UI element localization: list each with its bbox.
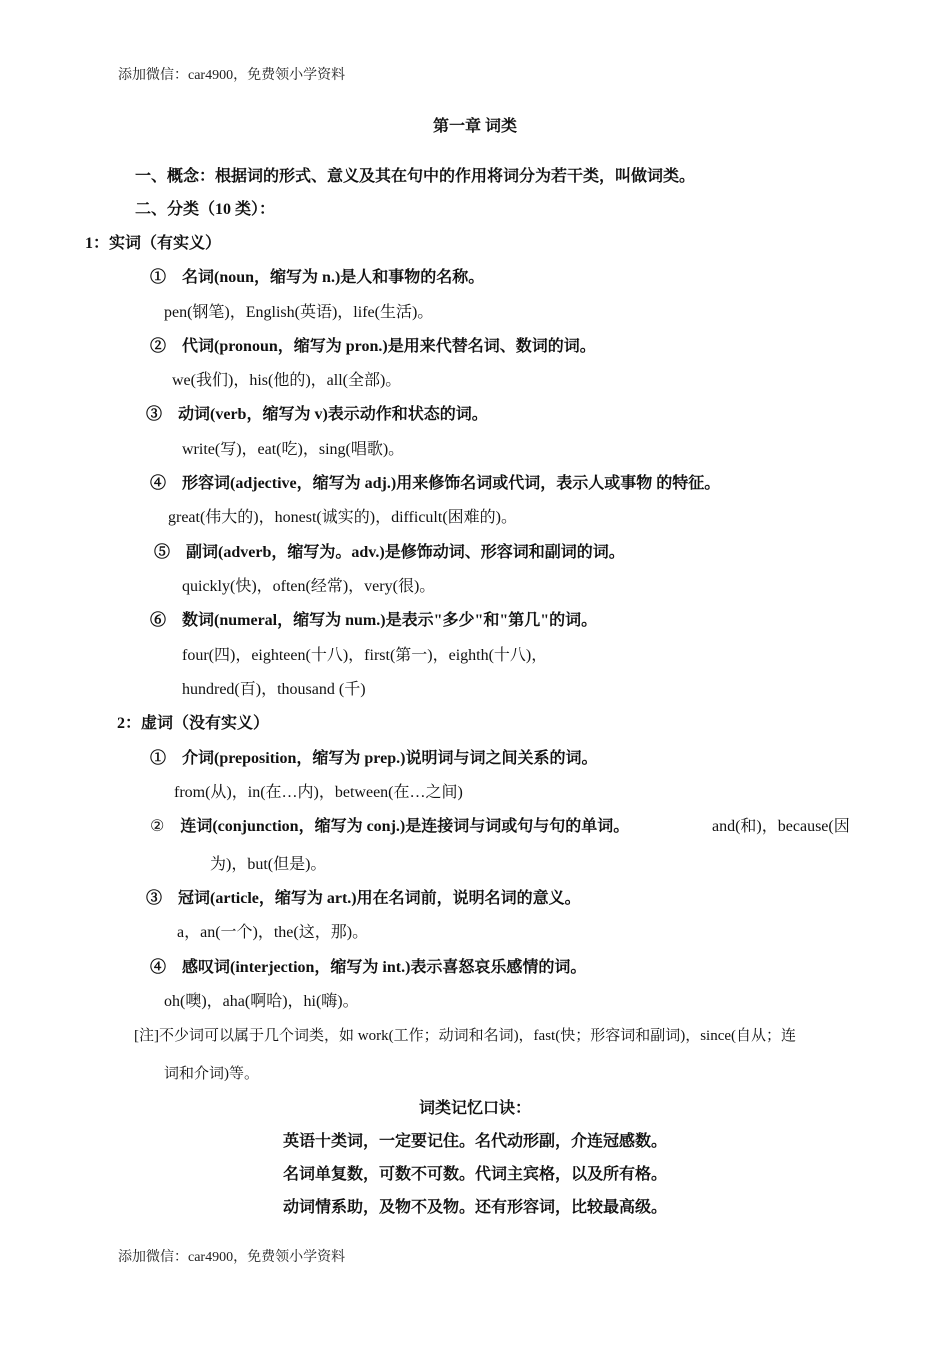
item-number: ④ — [150, 959, 167, 976]
item-inline-example: and(和)，because(因 — [712, 818, 850, 835]
item-number: ⑥ — [150, 612, 167, 629]
function-word-item-article — [146, 889, 581, 909]
item-example: write(写)，eat(吃)，sing(唱歌)。 — [182, 441, 405, 458]
item-number: ② — [150, 818, 165, 835]
item-number: ② — [150, 338, 167, 355]
item-definition: 代词(pronoun，缩写为 pron.)是用来代替名词、数词的词。 — [182, 338, 596, 355]
function-word-item-conjunction — [150, 817, 629, 837]
item-example: four(四)，eighteen(十八)，first(第一)，eighth(十八)， — [182, 647, 548, 664]
classification-line: 二、分类（10 类）： — [135, 201, 276, 218]
item-example: from(从)，in(在…内)，between(在…之间) — [174, 784, 463, 801]
note-line-2: 词和介词)等。 — [164, 1066, 259, 1082]
item-number: ① — [150, 269, 167, 286]
item-example: great(伟大的)，honest(诚实的)，difficult(困难的)。 — [168, 509, 517, 526]
mnemonic-line: 动词情系助，及物不及物。还有形容词，比较最高级。 — [282, 1199, 667, 1216]
item-example: hundred(百)，thousand (千) — [182, 681, 366, 698]
item-definition: 名词(noun，缩写为 n.)是人和事物的名称。 — [182, 269, 485, 286]
content-word-item-adverb — [154, 543, 625, 563]
item-example: oh(噢)，aha(啊哈)，hi(嗨)。 — [164, 993, 359, 1010]
item-definition: 数词(numeral，缩写为 num.)是表示"多少"和"第几"的词。 — [182, 612, 598, 629]
function-word-item-interjection — [150, 958, 586, 978]
concept-line: 一、概念：根据词的形式、意义及其在句中的作用将词分为若干类，叫做词类。 — [135, 168, 696, 185]
function-words-title: 2：虚词（没有实义） — [117, 715, 270, 732]
item-number: ① — [150, 750, 167, 767]
chapter-title: 第一章 词类 — [432, 118, 517, 135]
item-number: ③ — [146, 890, 163, 907]
mnemonic-line: 名词单复数，可数不可数。代词主宾格，以及所有格。 — [282, 1166, 667, 1183]
item-definition: 副词(adverb，缩写为。adv.)是修饰动词、形容词和副词的词。 — [186, 544, 625, 561]
function-word-item-preposition — [150, 749, 597, 769]
page-header: 添加微信：car4900，免费领小学资料 — [118, 68, 346, 83]
page-footer: 添加微信：car4900，免费领小学资料 — [118, 1250, 346, 1265]
item-example: pen(钢笔)，English(英语)，life(生活)。 — [164, 304, 434, 321]
item-definition: 形容词(adjective，缩写为 adj.)用来修饰名词或代词，表示人或事物 的特征。 — [182, 475, 721, 492]
item-definition: 冠词(article，缩写为 art.)用在名词前，说明名词的意义。 — [178, 890, 581, 907]
content-word-item-noun — [150, 268, 484, 288]
item-example: we(我们)，his(他的)，all(全部)。 — [172, 372, 402, 389]
item-definition: 动词(verb，缩写为 v)表示动作和状态的词。 — [178, 406, 488, 423]
item-number: ③ — [146, 406, 163, 423]
content-word-item-numeral — [150, 611, 597, 631]
item-number: ⑤ — [154, 544, 171, 561]
item-definition: 介词(preposition，缩写为 prep.)说明词与词之间关系的词。 — [182, 750, 598, 767]
mnemonic-line: 英语十类词，一定要记住。名代动形副，介连冠感数。 — [282, 1133, 667, 1150]
item-example: a，an(一个)，the(这，那)。 — [177, 924, 369, 941]
item-example: quickly(快)，often(经常)，very(很)。 — [182, 578, 436, 595]
mnemonic-title: 词类记忆口诀： — [418, 1100, 531, 1117]
item-number: ④ — [150, 475, 167, 492]
item-definition: 连词(conjunction，缩写为 conj.)是连接词与词或句与句的单词。 — [180, 818, 630, 835]
content-word-item-pronoun — [150, 337, 596, 357]
content-words-title: 1：实词（有实义） — [85, 235, 222, 252]
note-line-1: [注]不少词可以属于几个词类，如 work(工作；动词和名词)，fast(快；形容词和副词)，since(自从；连 — [134, 1028, 797, 1044]
item-example: 为)，but(但是)。 — [210, 856, 327, 873]
content-word-item-verb — [146, 405, 488, 425]
content-word-item-adjective — [150, 474, 720, 494]
item-definition: 感叹词(interjection，缩写为 int.)表示喜怒哀乐感情的词。 — [182, 959, 587, 976]
